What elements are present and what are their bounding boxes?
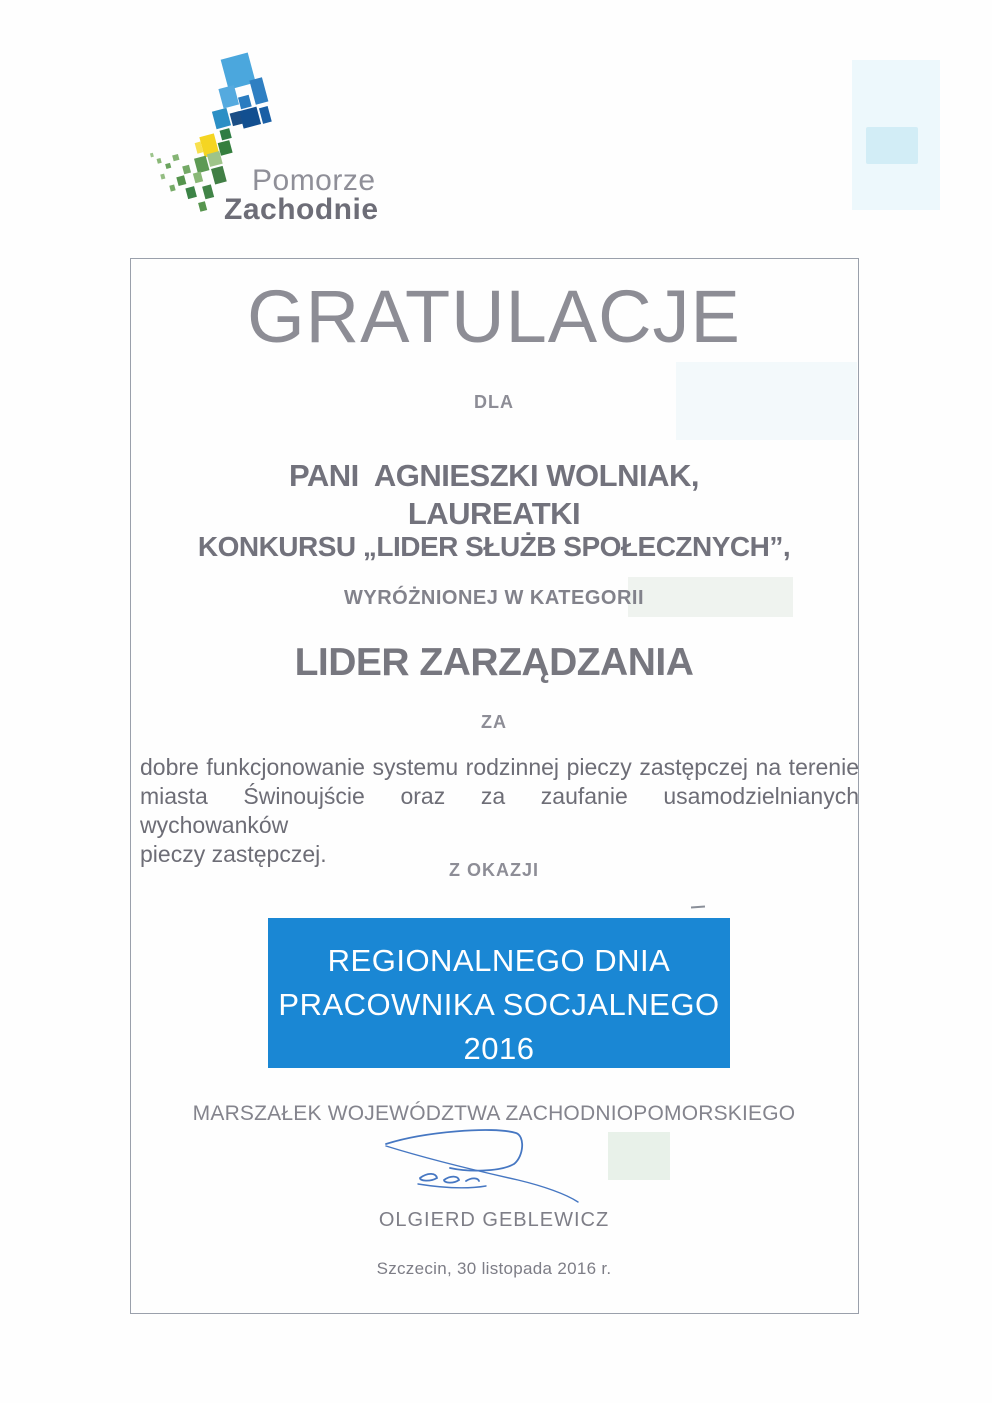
award-reason-line: miasta Świnoujście oraz za zaufanie usamodzielnianych wychowanków: [140, 783, 859, 838]
category-intro-label: WYRÓŻNIONEJ W KATEGORII: [343, 587, 644, 609]
event-name-line2: PRACOWNIKA SOCJALNEGO: [278, 987, 720, 1022]
place-and-date: Szczecin, 30 listopada 2016 r.: [376, 1259, 612, 1278]
award-reason-line: pieczy zastępczej.: [140, 841, 327, 867]
occasion-label: Z OKAZJI: [448, 860, 539, 880]
signature-icon: [368, 1126, 583, 1208]
contest-name: KONKURSU „LIDER SŁUŻB SPOŁECZNYCH”,: [197, 531, 791, 562]
za-label: ZA: [481, 712, 507, 732]
region-logo-text-line2: Zachodnie: [224, 193, 379, 226]
event-name-line1: REGIONALNEGO DNIA: [327, 943, 671, 978]
signer-title: MARSZAŁEK WOJEWÓDZTWA ZACHODNIOPOMORSKIEGO: [192, 1102, 796, 1125]
category-name: LIDER ZARZĄDZANIA: [294, 641, 694, 684]
dla-label: DLA: [474, 392, 514, 412]
recipient-name: PANI AGNIESZKI WOLNIAK,: [289, 458, 699, 493]
event-year: 2016: [463, 1031, 535, 1066]
scan-artifact: [866, 127, 918, 164]
region-logo-text-line1: Pomorze: [252, 164, 376, 197]
signer-name: OLGIERD GEBLEWICZ: [378, 1209, 610, 1231]
certificate-title: GRATULACJE: [247, 275, 741, 358]
award-reason-paragraph: [140, 753, 859, 869]
scan-artifact: [852, 60, 940, 210]
award-reason-line: dobre funkcjonowanie systemu rodzinnej pieczy zastępczej na terenie: [140, 754, 859, 780]
event-banner: [268, 918, 730, 1068]
recipient-laureate-label: LAUREATKI: [407, 496, 581, 531]
